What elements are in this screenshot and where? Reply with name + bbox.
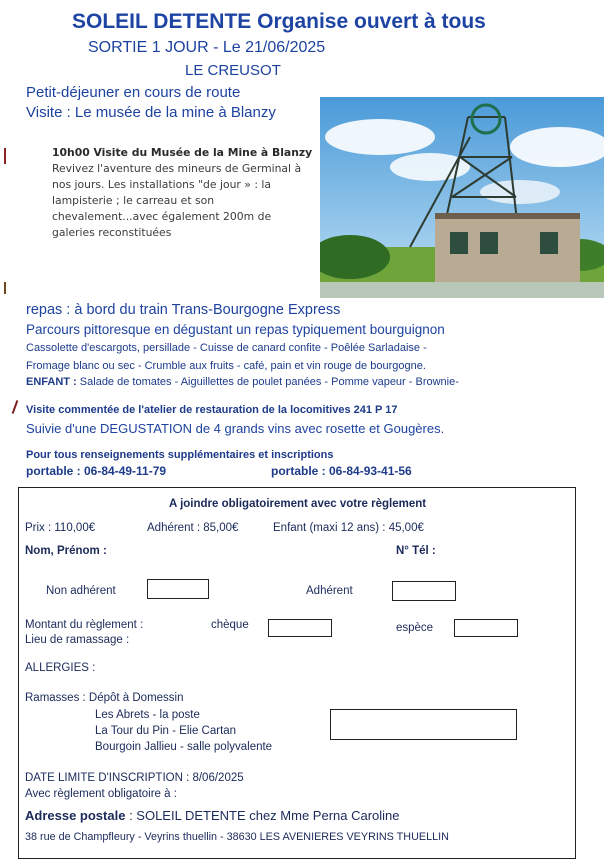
museum-text: Revivez l'aventure des mineurs de Germinal à nos jours. Les installations "de jour » : la lampisterie ; le carreau et son chevalement...avec également 200m de galeries reconstituées <box>52 162 302 239</box>
montant-label: Montant du règlement : <box>25 619 144 631</box>
menu-line: Cassolette d'escargots, persillade - Cuisse de canard confite - Poêlée Sarladaise - <box>26 342 427 354</box>
adresse-label: Adresse postale <box>25 808 126 823</box>
margin-mark <box>12 400 19 414</box>
museum-heading: 10h00 Visite du Musée de la Mine à Blanzy <box>52 146 313 159</box>
enfant-menu: Salade de tomates - Aiguillettes de poulet panées - Pomme vapeur - Brownie- <box>79 376 459 388</box>
prix-enfant: Enfant (maxi 12 ans) : 45,00€ <box>273 522 424 534</box>
espece-label: espèce <box>396 622 434 634</box>
museum-description <box>52 145 314 241</box>
ramassage-choice-box[interactable] <box>330 709 517 740</box>
menu-line: Fromage blanc ou sec - Crumble aux fruits - café, pain et vin rouge de bourgogne. <box>26 360 426 372</box>
menu-enfant <box>26 376 459 388</box>
repas-title: repas : à bord du train Trans-Bourgogne Express <box>26 302 341 318</box>
ramasses-label: Ramasses : Dépôt à Domessin <box>25 692 184 704</box>
nom-prenom-label: Nom, Prénom : <box>25 545 107 557</box>
allergies-label: ALLERGIES : <box>25 662 96 674</box>
ramasse-stop: La Tour du Pin - Elie Cartan <box>95 725 237 737</box>
ramassage-label: Lieu de ramassage : <box>25 634 130 646</box>
visite-line: Visite : Le musée de la mine à Blanzy <box>26 104 276 121</box>
adresse-rue: 38 rue de Champfleury - Veyrins thuellin - 38630 LES AVENIERES VEYRINS THUELLIN <box>25 831 449 843</box>
phone-1: portable : 06-84-49-11-79 <box>26 464 167 478</box>
margin-mark <box>4 282 6 294</box>
page-title: SOLEIL DETENTE Organise ouvert à tous <box>72 10 486 33</box>
enfant-label: ENFANT : <box>26 376 77 388</box>
degustation: Suivie d'une DEGUSTATION de 4 grands vins avec rosette et Gougères. <box>26 421 445 436</box>
petit-dejeuner-line: Petit-déjeuner en cours de route <box>26 84 241 101</box>
espece-checkbox[interactable] <box>454 619 518 637</box>
cheque-checkbox[interactable] <box>268 619 332 637</box>
registration-form <box>18 487 576 859</box>
sortie-date: SORTIE 1 JOUR - Le 21/06/2025 <box>88 39 326 56</box>
adresse-postale <box>25 808 400 823</box>
avec-reglement: Avec règlement obligatoire à : <box>25 788 177 800</box>
phone-2: portable : 06-84-93-41-56 <box>271 464 412 478</box>
contact-info: Pour tous renseignements supplémentaires et inscriptions <box>26 449 334 461</box>
prix-adherent: Adhérent : 85,00€ <box>147 522 239 534</box>
date-limite: DATE LIMITE D'INSCRIPTION : 8/06/2025 <box>25 772 244 784</box>
cheque-label: chèque <box>211 619 249 631</box>
non-adherent-label: Non adhérent <box>46 585 116 597</box>
ramasse-stop: Bourgoin Jallieu - salle polyvalente <box>95 741 273 753</box>
adherent-checkbox[interactable] <box>392 581 456 601</box>
adherent-label: Adhérent <box>306 585 353 597</box>
prix: Prix : 110,00€ <box>25 522 96 534</box>
adresse-nom: : SOLEIL DETENTE chez Mme Perna Caroline <box>129 808 400 823</box>
margin-mark <box>4 148 6 164</box>
non-adherent-checkbox[interactable] <box>147 579 209 599</box>
atelier-visite: Visite commentée de l'atelier de restauration de la locomitives 241 P 17 <box>26 404 398 416</box>
mine-headframe-photo <box>320 97 604 298</box>
destination: LE CREUSOT <box>185 62 281 79</box>
telephone-label: N° Tél : <box>396 545 436 557</box>
form-heading: A joindre obligatoirement avec votre règlement <box>169 498 427 510</box>
ramasse-stop: Les Abrets - la poste <box>95 709 200 721</box>
repas-parcours: Parcours pittoresque en dégustant un repas typiquement bourguignon <box>26 322 445 337</box>
